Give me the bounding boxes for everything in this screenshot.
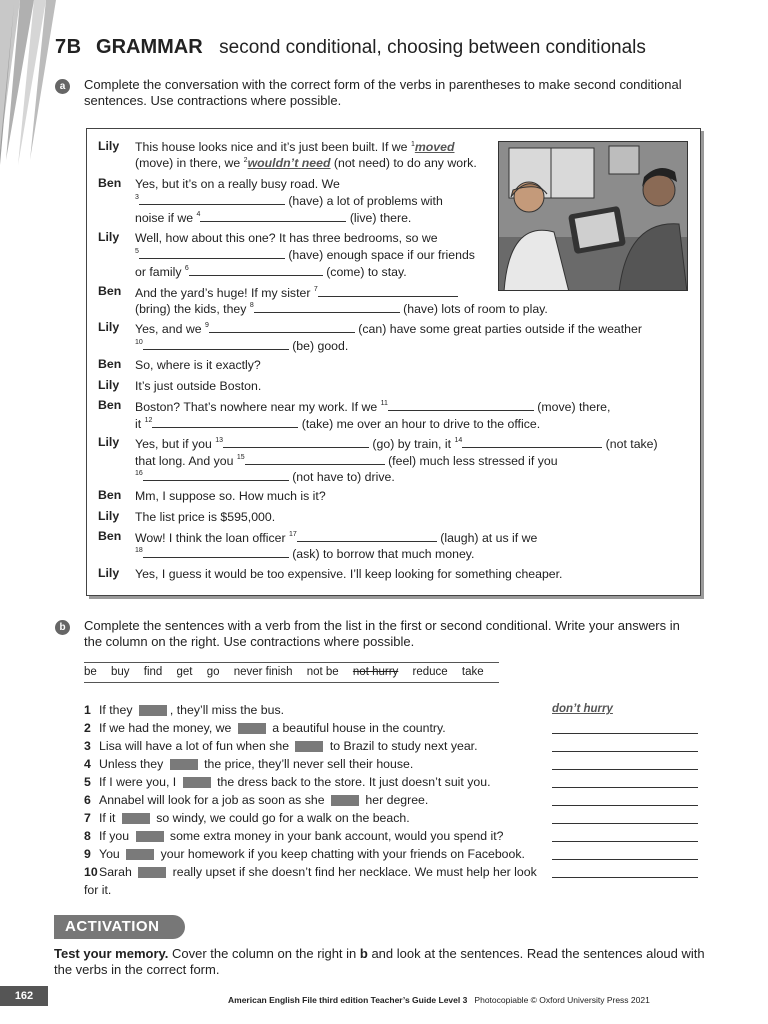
exercise-sentence: 2 If we had the money, we a beautiful house in the country. [84,721,446,735]
answer-line[interactable] [552,755,698,770]
gap-box [238,723,266,734]
speaker-name: Lily [98,509,120,523]
answer-line[interactable] [552,863,698,878]
answer-line[interactable] [552,737,698,752]
answer-blank[interactable] [223,435,369,448]
dialogue-line: It’s just outside Boston. [135,379,262,393]
word-list [84,662,499,683]
speaker-name: Ben [98,398,122,412]
corner-decoration [0,0,60,170]
dialogue-line: it $^{12}$ (take) me over an hour to drive to the office. [135,417,541,431]
page-header [55,36,646,59]
answer-line[interactable] [552,719,698,734]
activation-label: ACTIVATION [54,915,185,939]
speaker-name: Lily [98,320,120,334]
speaker-name: Lily [98,139,120,153]
dialogue-line: Yes, and we $^9$ (can) have some great parties outside if the weather [135,322,642,336]
example-answer: moved [414,140,455,154]
word-item-used: not hurry [352,666,399,678]
exercise-sentence: 6 Annabel will look for a job as soon as she her degree. [84,793,429,807]
dialogue-line: (move) in there, we $^2$wouldn’t need (not need) to do any work. [135,156,477,170]
answer-line[interactable] [552,791,698,806]
speaker-name: Ben [98,357,122,371]
dialogue-line: Yes, but it’s on a really busy road. We [135,177,340,191]
answer-blank[interactable] [245,452,385,465]
dialogue-line: or family $^6$ (come) to stay. [135,265,407,279]
gap-box [295,741,323,752]
gap-box [136,831,164,842]
dialogue-line: noise if we $^4$ (live) there. [135,211,412,225]
speaker-name: Ben [98,529,122,543]
instruction-a: Complete the conversation with the correct form of the verbs in parentheses to make second conditional sentences. Use contractions where possible. [84,77,682,108]
exercise-sentence: 10Sarah really upset if she doesn’t find her necklace. We must help her look for it. [84,865,537,897]
answer-line[interactable] [552,827,698,842]
dialogue-line: (bring) the kids, they $^8$ (have) lots of room to play. [135,302,548,316]
speaker-name: Ben [98,284,122,298]
answer-blank[interactable] [152,415,298,428]
exercise-sentence: 7 If it so windy, we could go for a walk on the beach. [84,811,410,825]
section-subtitle: second conditional, choosing between conditionals [219,37,646,58]
section-title: GRAMMAR [96,36,203,58]
badge-a: a [55,79,70,94]
activation-text: Test your memory. Cover the column on the right in b and look at the sentences. Read the sentences aloud with the verbs in the correct form. [54,946,705,977]
answer-blank[interactable] [318,284,458,297]
couple-tablet-illustration [498,141,688,291]
answer-blank[interactable] [200,209,346,222]
word-item: not be [306,666,339,678]
answer-blank[interactable] [189,263,323,276]
dialogue-line: $^{18}$ (ask) to borrow that much money. [135,547,475,561]
dialogue-line: $^3$ (have) a lot of problems with [135,194,443,208]
answer-blank[interactable] [254,300,400,313]
word-item: never finish [233,666,293,678]
example-answer: don’t hurry [552,703,613,715]
gap-box [331,795,359,806]
word-item: get [176,666,193,678]
speaker-name: Lily [98,378,120,392]
dialogue-line: The list price is $595,000. [135,510,276,524]
answer-blank[interactable] [297,529,437,542]
dialogue-line: Boston? That’s nowhere near my work. If we $^{11}$ (move) there, [135,400,611,414]
exercise-sentence: 9 You your homework if you keep chatting with your friends on Facebook. [84,847,525,861]
badge-b: b [55,620,70,635]
dialogue-line: that long. And you $^{15}$ (feel) much less stressed if you [135,454,558,468]
dialogue-line: Wow! I think the loan officer $^{17}$ (laugh) at us if we [135,531,538,545]
gap-box [170,759,198,770]
dialogue-line: And the yard’s huge! If my sister $^7$ [135,284,458,302]
dialogue-line: $^5$ (have) enough space if our friends [135,248,475,262]
dialogue-line: $^{16}$ (not have to) drive. [135,470,395,484]
dialogue-line: This house looks nice and it’s just been built. If we $^1$moved [135,140,455,154]
answer-blank[interactable] [388,398,534,411]
exercise-sentence: 4 Unless they the price, they’ll never sell their house. [84,757,414,771]
exercise-sentence: 1 If they , they’ll miss the bus. [84,703,285,717]
answer-line[interactable] [552,773,698,788]
speaker-name: Ben [98,176,122,190]
dialogue-line: Yes, I guess it would be too expensive. I’ll keep looking for something cheaper. [135,567,563,581]
answer-blank[interactable] [139,192,285,205]
answer-blank[interactable] [143,545,289,558]
gap-box [183,777,211,788]
exercise-sentence: 3 Lisa will have a lot of fun when she to Brazil to study next year. [84,739,478,753]
speaker-name: Ben [98,488,122,502]
answer-blank[interactable] [139,246,285,259]
speaker-name: Lily [98,566,120,580]
word-item: take [461,666,484,678]
exercise-sentence: 5 If I were you, I the dress back to the store. It just doesn’t suit you. [84,775,491,789]
word-item: go [206,666,220,678]
dialogue-line: Well, how about this one? It has three bedrooms, so we [135,231,438,245]
word-item: reduce [412,666,448,678]
answer-blank[interactable] [143,468,289,481]
footer-text: American English File third edition Teacher’s Guide Level 3 Photocopiable © Oxford University Press 2021 [228,995,650,1005]
lesson-code: 7B [55,36,82,58]
word-item: be [84,666,97,678]
speaker-name: Lily [98,230,120,244]
gap-box [138,867,166,878]
answer-line[interactable] [552,809,698,824]
example-answer: wouldn’t need [247,156,331,170]
dialogue-line: Yes, but if you $^{13}$ (go) by train, it $^{14}$ (not take) [135,437,658,451]
dialogue-line: $^{10}$ (be) good. [135,339,349,353]
instruction-b: Complete the sentences with a verb from the list in the first or second conditional. Write your answers in the column on the right. Use contractions where possible. [84,618,680,649]
answer-blank[interactable] [143,337,289,350]
page-number: 162 [0,986,48,1006]
exercise-sentence: 8 If you some extra money in your bank account, would you spend it? [84,829,504,843]
gap-box [122,813,150,824]
answer-blank[interactable] [462,435,602,448]
word-item: find [143,666,163,678]
gap-box [126,849,154,860]
dialogue-line: Mm, I suppose so. How much is it? [135,489,326,503]
answer-line[interactable] [552,845,698,860]
gap-box [139,705,167,716]
dialogue-line: So, where is it exactly? [135,358,261,372]
speaker-name: Lily [98,435,120,449]
word-item: buy [111,666,130,678]
answer-blank[interactable] [209,320,355,333]
